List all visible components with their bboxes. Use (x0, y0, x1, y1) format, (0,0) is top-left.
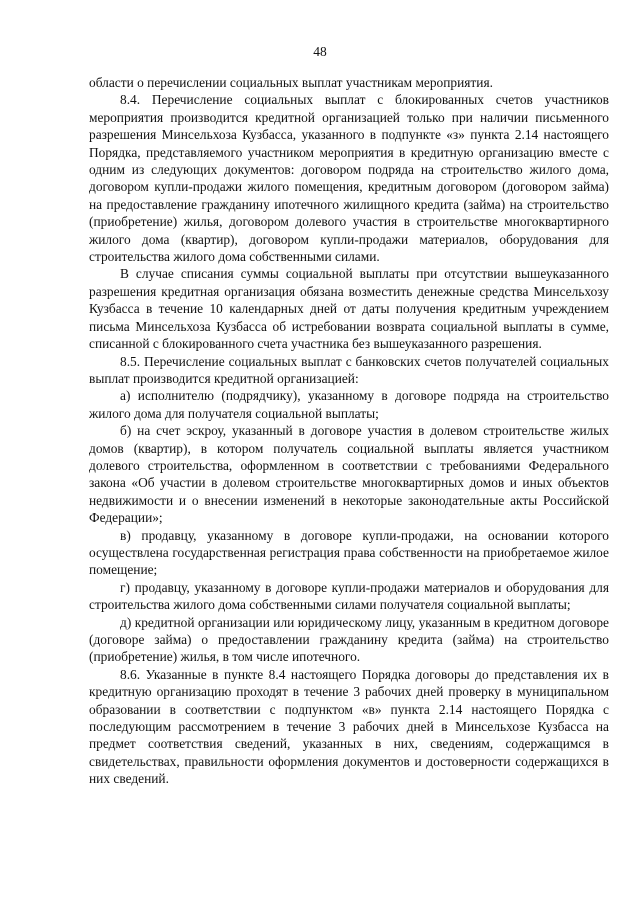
paragraph-8-4: 8.4. Перечисление социальных выплат с блокированных счетов участников мероприятия производится кредитной организацией только при наличии письменного разрешения Минсельхоза Кузбасса, указанного в подпункте «з» пункта 2.14 настоящего Порядка, представляемого участником мероприятия в кредитную организацию вместе с одним из следующих документов: договором подряда на строительство жилого дома, договором купли-продажи жилого помещения, кредитным договором (договором займа) на предоставление гражданину ипотечного жилищного кредита (займа) на строительство (приобретение) жилья, договором долевого участия в строительстве многоквартирного жилого дома (квартир), договором купли-продажи материалов, оборудования для строительства жилого дома собственными силами. (89, 92, 609, 265)
paragraph-continuation: области о перечислении социальных выплат участникам мероприятия. (89, 75, 493, 90)
list-item-b: б) на счет эскроу, указанный в договоре участия в долевом строительстве жилых домов (квартир), в котором получатель социальной выплаты является участником долевого строительства, оформленном в соответствии с требованиями Федерального закона «Об участии в долевом строительстве многоквартирных домов и иных объектов недвижимости и о внесении изменений в некоторые законодательные акты Российской Федерации»; (89, 423, 609, 526)
list-item-d: д) кредитной организации или юридическому лицу, указанным в кредитном договоре (договоре займа) о предоставлении гражданину кредита (займа) на строительство (приобретение) жилья, в том числе ипотечного. (89, 614, 609, 665)
paragraph-8-5: 8.5. Перечисление социальных выплат с банковских счетов получателей социальных выплат производится кредитной организацией: (89, 353, 609, 386)
list-item-g: г) продавцу, указанному в договоре купли-продажи материалов и оборудования для строительства жилого дома собственными силами получателя социальной выплаты; (89, 579, 609, 613)
list-item-a: а) исполнителю (подрядчику), указанному в договоре подряда на строительство жилого дома для получателя социальной выплаты; (89, 388, 609, 421)
page-number: 48 (313, 44, 327, 59)
paragraph-write-off-case: В случае списания суммы социальной выплаты при отсутствии вышеуказанного разрешения кредитная организация обязана возместить денежные средства Минсельхозу Кузбасса в течение 10 календарных дней от даты получения кредитным учреждением письма Минсельхоза Кузбасса об истребовании возврата социальной выплаты в сумме, списанной с блокированного счета участника без вышеуказанного разрешения. (89, 266, 609, 352)
list-item-v: в) продавцу, указанному в договоре купли-продажи, на основании которого осуществлена государственная регистрация права собственности на приобретаемое жилое помещение; (89, 527, 609, 578)
paragraph-8-6: 8.6. Указанные в пункте 8.4 настоящего Порядка договоры до представления их в кредитную организацию проходят в течение 3 рабочих дней проверку в муниципальном образовании в соответствии с подпунктом «в» пункта 2.14 настоящего Порядка с последующим рассмотрением в течение 3 рабочих дней в Минсельхозе Кузбасса на предмет соответствия сведений, указанных в них, сведениям, содержащимся в свидетельствах, правильности оформления документов и достоверности содержащихся в них сведений. (89, 666, 609, 787)
document-body (89, 74, 609, 788)
